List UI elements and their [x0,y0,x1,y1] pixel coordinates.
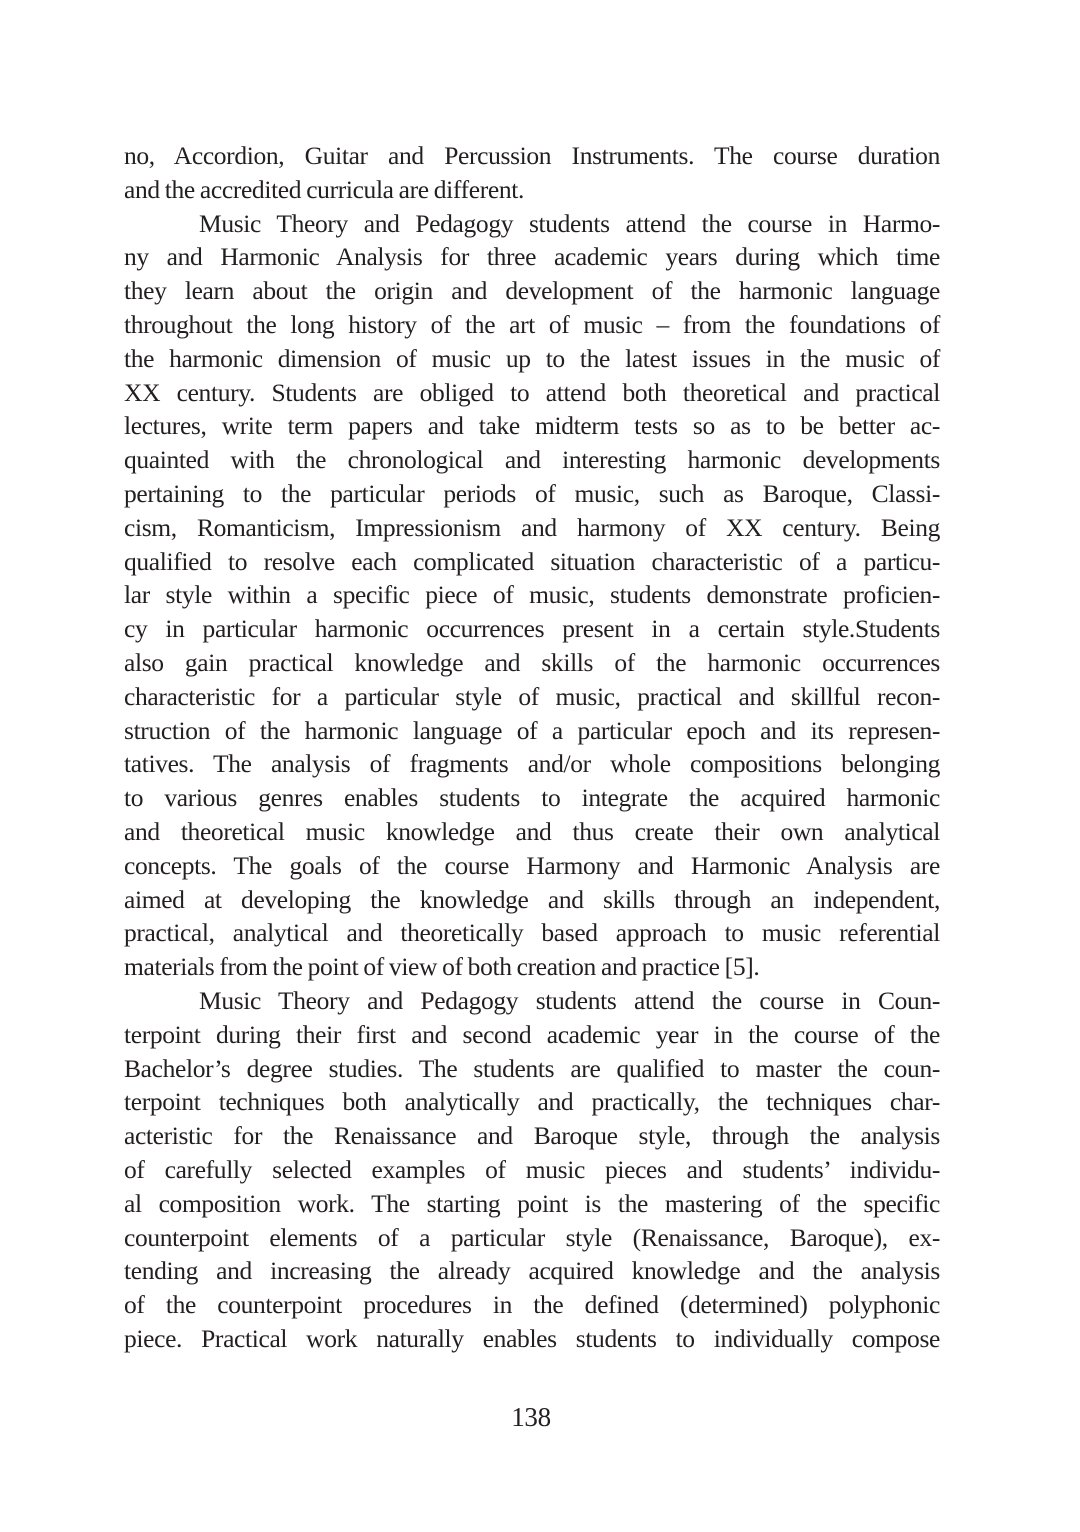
page-number: 138 [511,1402,551,1432]
text-line: counterpoint elements of a particular style (Renaissance, Baroque), ex- [124,1222,940,1252]
text-line: acteristic for the Renaissance and Baroque style, through the analysis [124,1121,940,1151]
text-line: cism, Romanticism, Impressionism and harmony of XX century. Being [124,512,940,542]
text-line: and theoretical music knowledge and thus create their own analytical [124,816,940,846]
text-line: practical, analytical and theoretically based approach to music referential [124,918,940,948]
text-line: cy in particular harmonic occurrences present in a certain style.Students [124,614,940,644]
text-line: quainted with the chronological and interesting harmonic developments [124,445,940,475]
paragraph-counterpoint-course [124,984,940,1356]
text-line: ny and Harmonic Analysis for three academic years during which time [124,242,940,272]
text-line: of the counterpoint procedures in the defined (determined) polyphonic [124,1290,940,1320]
text-line: throughout the long history of the art of music – from the foundations of [124,309,940,339]
text-line: pertaining to the particular periods of music, such as Baroque, Classi- [124,478,940,508]
text-line: qualified to resolve each complicated situation characteristic of a particu- [124,546,940,576]
text-line: to various genres enables students to integrate the acquired harmonic [124,783,940,813]
text-line: Bachelor’s degree studies. The students are qualified to master the coun- [124,1053,940,1083]
text-line: Music Theory and Pedagogy students attend the course in Harmo- [199,208,940,238]
paragraph-harmony-course [124,207,940,984]
text-line: concepts. The goals of the course Harmony and Harmonic Analysis are [124,850,940,880]
text-line: the harmonic dimension of music up to the latest issues in the music of [124,343,940,373]
text-line: and the accredited curricula are different. [124,174,524,204]
text-line: terpoint techniques both analytically and practically, the techniques char- [124,1087,940,1117]
text-line: terpoint during their first and second academic year in the course of the [124,1019,940,1049]
text-line: struction of the harmonic language of a particular epoch and its represen- [124,715,940,745]
text-line: no, Accordion, Guitar and Percussion Instruments. The course duration [124,141,940,170]
text-line: of carefully selected examples of music pieces and students’ individu- [124,1154,940,1184]
text-line: tending and increasing the already acquired knowledge and the analysis [124,1256,940,1286]
paragraph-continuation [124,139,940,207]
text-line: they learn about the origin and development of the harmonic language [124,276,940,306]
text-line: lectures, write term papers and take midterm tests so as to be better ac- [124,411,940,441]
text-line: Music Theory and Pedagogy students attend the course in Coun- [199,985,940,1015]
text-line: al composition work. The starting point is the mastering of the specific [124,1188,940,1218]
body-text [124,139,940,1356]
text-line: also gain practical knowledge and skills of the harmonic occurrences [124,647,940,677]
text-line: tatives. The analysis of fragments and/or whole compositions belonging [124,749,940,779]
text-line: piece. Practical work naturally enables students to individually compose [124,1323,940,1353]
text-line: lar style within a specific piece of music, students demonstrate proficien- [124,580,940,610]
text-line: materials from the point of view of both creation and practice [5]. [124,952,760,982]
text-line: aimed at developing the knowledge and skills through an independent, [124,884,940,914]
text-line: characteristic for a particular style of music, practical and skillful recon- [124,681,940,711]
text-line: XX century. Students are obliged to attend both theoretical and practical [124,377,940,407]
